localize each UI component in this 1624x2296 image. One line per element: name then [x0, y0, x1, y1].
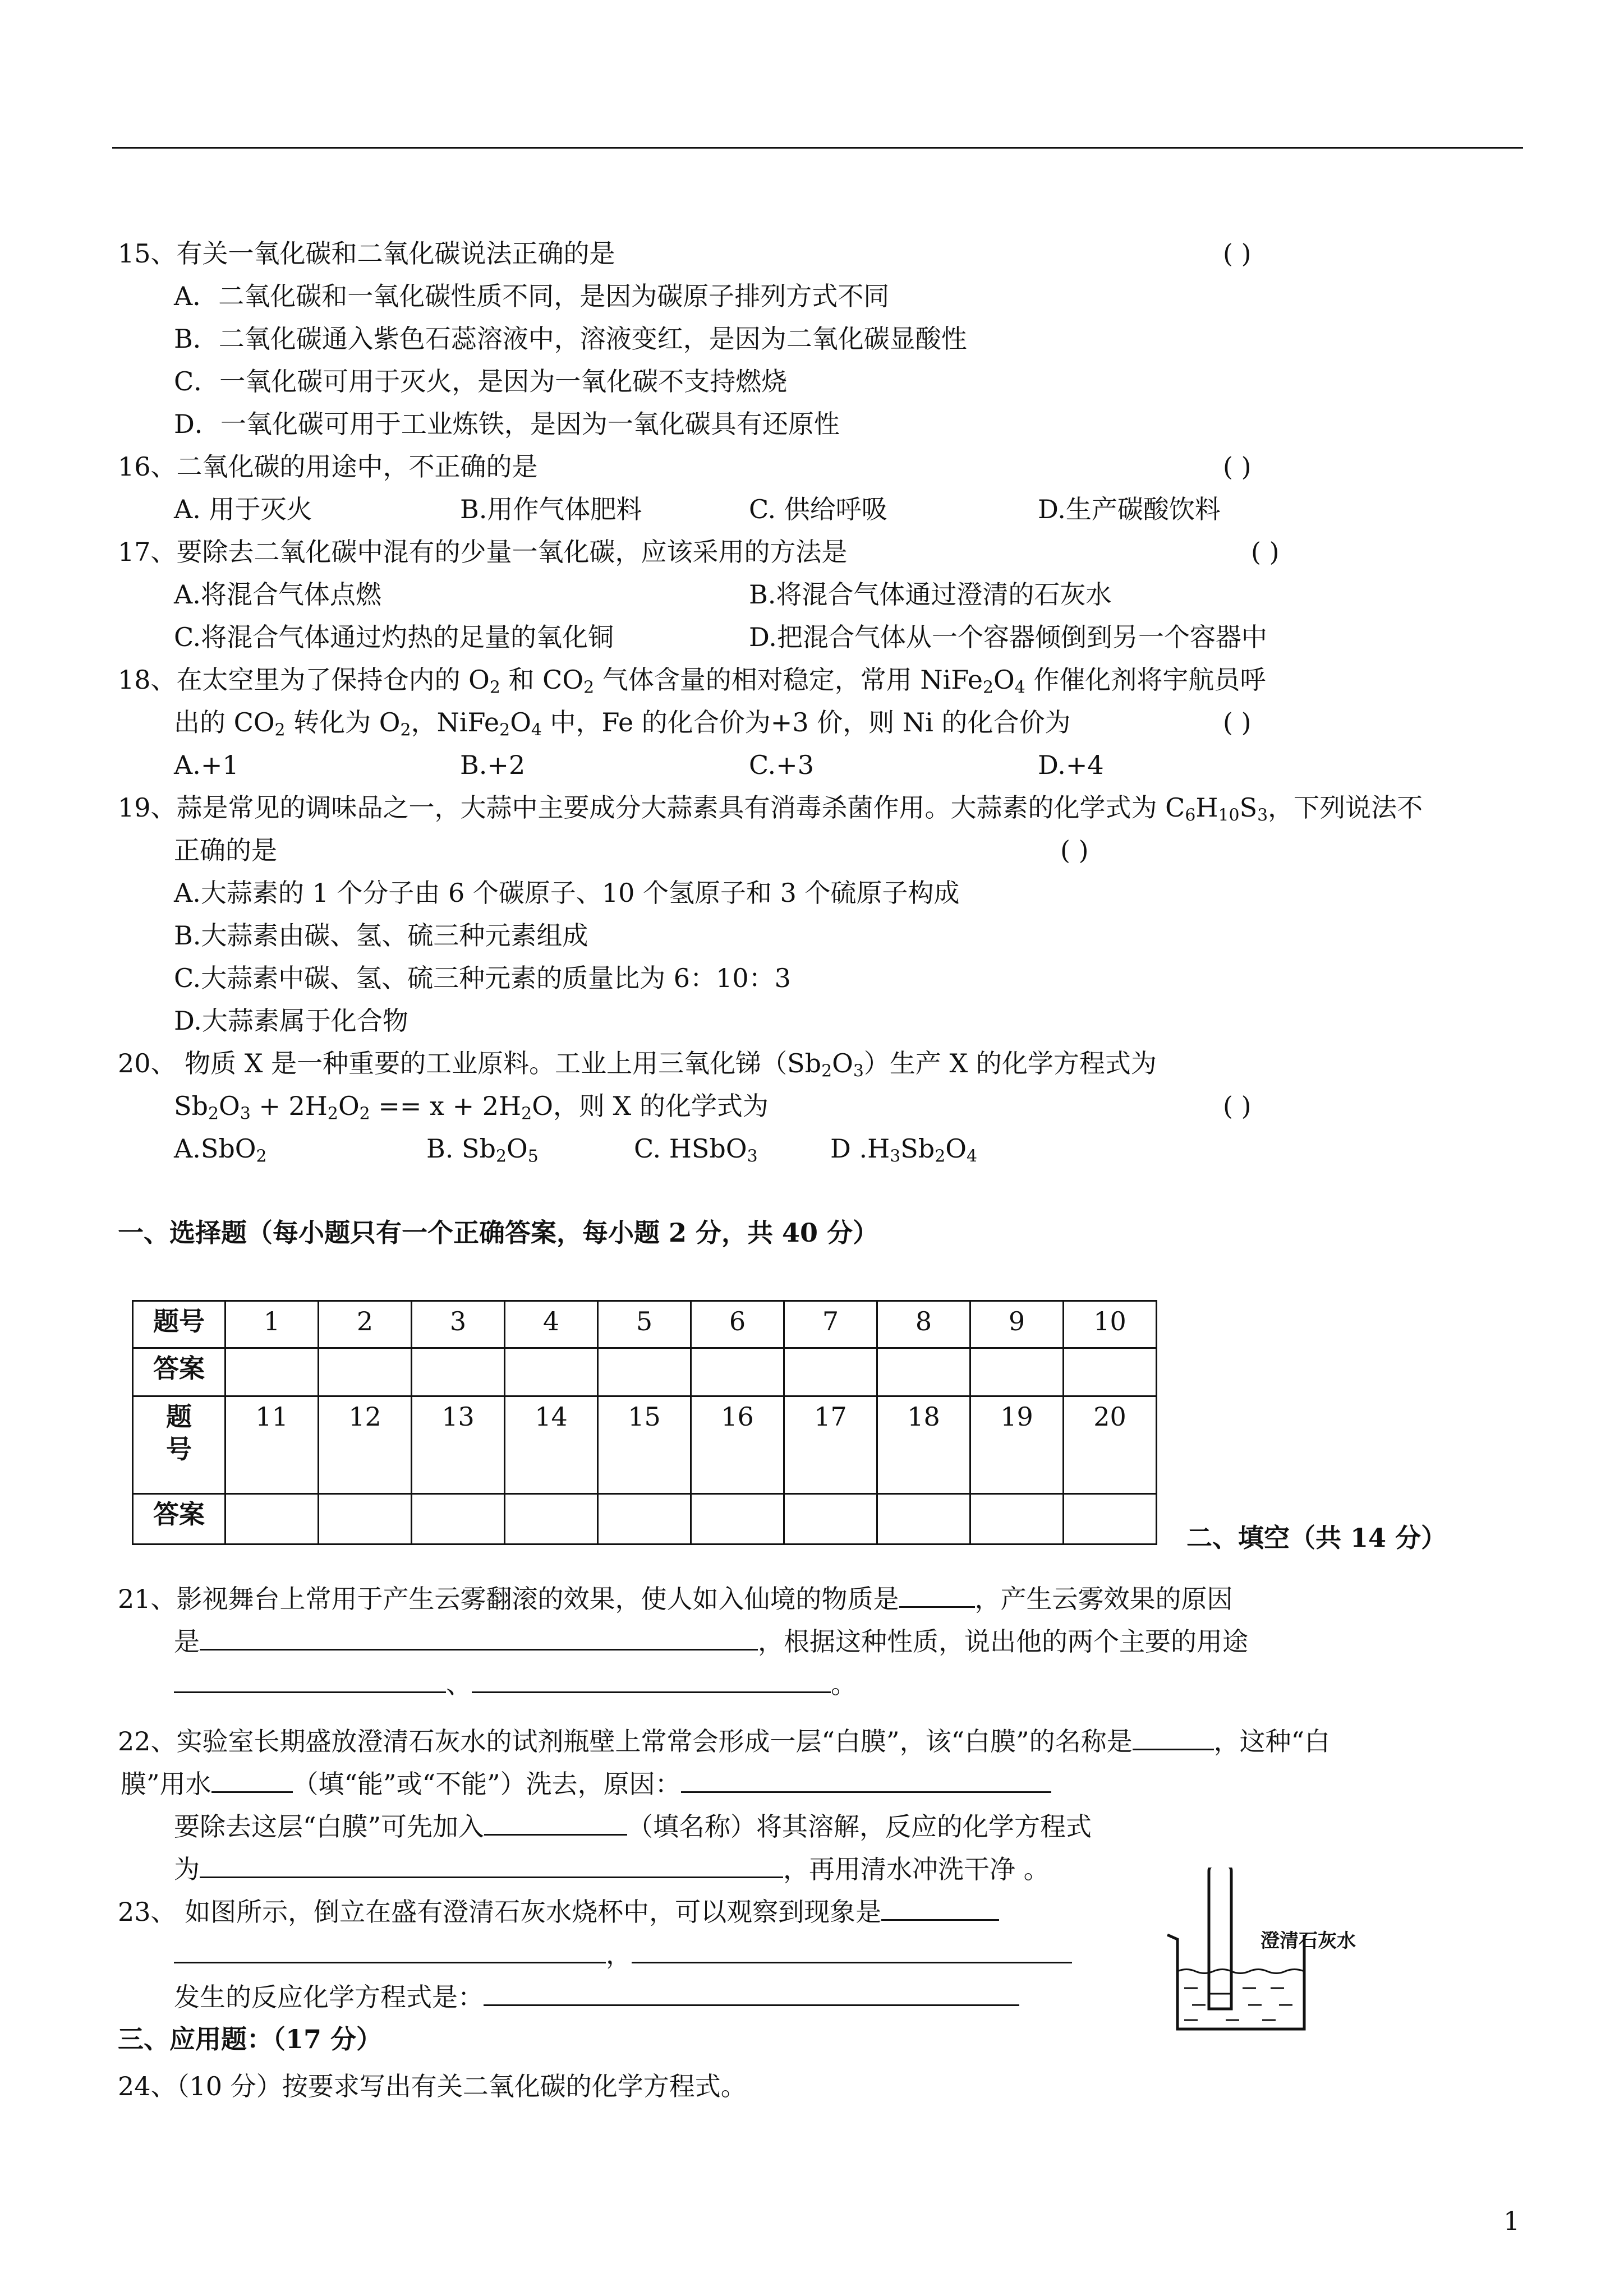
- q17-stem: 17、要除去二氧化碳中混有的少量一氧化碳，应该采用的方法是: [118, 537, 848, 567]
- q22-text: （填“能”或“不能”）洗去，原因：: [292, 1769, 681, 1799]
- q22-blank-reason[interactable]: [681, 1767, 1051, 1793]
- answer-cell[interactable]: [970, 1494, 1064, 1545]
- table-cell: 10: [1064, 1301, 1157, 1348]
- q21-text: 、: [446, 1669, 472, 1699]
- q21-blank-use2[interactable]: [472, 1667, 831, 1693]
- q21-line3: [174, 1667, 857, 1701]
- q21-blank-use1[interactable]: [174, 1667, 446, 1693]
- table-cell: 6: [691, 1301, 784, 1348]
- table-cell: 9: [970, 1301, 1064, 1348]
- q20-stem-line1: 20、 物质 X 是一种重要的工业原料。工业上用三氧化锑$(Sb_2O_3)$生产 X 的化学方程式为: [118, 1048, 1157, 1081]
- q19-option-c: C.大蒜素中碳、氢、硫三种元素的质量比为 6：10：3: [174, 963, 791, 993]
- q15-stem: 15、有关一氧化碳和二氧化碳说法正确的是: [118, 238, 615, 269]
- q16-option-a: A. 用于灭火: [174, 494, 312, 524]
- q18-stem-line2: 出的 $CO_2$ 转化为 $O_2$，$NiFe_2O_4$ 中，Fe 的化合价为+3 价，则 Ni 的化合价为: [174, 707, 1071, 740]
- answer-cell[interactable]: [226, 1494, 319, 1545]
- q16-option-d: D.生产碳酸饮料: [1038, 494, 1221, 524]
- q15-option-d: D．一氧化碳可用于工业炼铁，是因为一氧化碳具有还原性: [174, 409, 840, 439]
- table-cell: 15: [598, 1396, 691, 1494]
- q23-blank-phenomenon3[interactable]: [632, 1937, 1072, 1963]
- q22-blank-reagent[interactable]: [484, 1809, 627, 1836]
- table-cell: 1: [226, 1301, 319, 1348]
- q22-blank-can[interactable]: [211, 1767, 293, 1793]
- table-cell: 16: [691, 1396, 784, 1494]
- table-row: [133, 1396, 1157, 1494]
- q20-option-c: C. HSbO$_3$: [634, 1133, 758, 1167]
- q17-option-d: D.把混合气体从一个容器倾倒到另一个容器中: [749, 622, 1267, 652]
- header-rule: [112, 147, 1523, 149]
- answer-cell[interactable]: [505, 1348, 598, 1396]
- q22-blank-equation[interactable]: [200, 1852, 783, 1878]
- q22-text: 要除去这层“白膜”可先加入: [174, 1811, 485, 1842]
- q23-text: 23、 如图所示，倒立在盛有澄清石灰水烧杯中，可以观察到现象是: [118, 1897, 882, 1927]
- q17-bracket: ( ): [1251, 537, 1280, 567]
- q21-blank-substance[interactable]: [899, 1582, 975, 1608]
- answer-cell[interactable]: [691, 1494, 784, 1545]
- q15-option-c: C．一氧化碳可用于灭火，是因为一氧化碳不支持燃烧: [174, 366, 788, 397]
- answer-cell[interactable]: [1064, 1348, 1157, 1396]
- q22-line2: [121, 1767, 1051, 1801]
- table-row: [133, 1494, 1157, 1545]
- table-cell: 18: [877, 1396, 970, 1494]
- answer-cell[interactable]: [412, 1494, 505, 1545]
- liquid-dashes: [1184, 1988, 1292, 2020]
- figure-label: 澄清石灰水: [1260, 1930, 1356, 1952]
- table-cell: 11: [226, 1396, 319, 1494]
- q19-bracket: ( ): [1060, 835, 1089, 865]
- q21-text: 21、影视舞台上常用于产生云雾翻滚的效果，使人如入仙境的物质是: [118, 1584, 899, 1614]
- table-cell: 7: [784, 1301, 877, 1348]
- q19-option-d: D.大蒜素属于化合物: [174, 1006, 408, 1036]
- q24-stem: 24、（10 分）按要求写出有关二氧化碳的化学方程式。: [118, 2071, 747, 2101]
- q22-text: 为: [174, 1854, 200, 1884]
- q21-line2: [174, 1624, 1248, 1658]
- answer-cell[interactable]: [319, 1494, 412, 1545]
- q20-stem-line2: $Sb_2O_3 + 2H_2O_2 == x + 2H_2O$，则 X 的化学式为: [174, 1091, 769, 1124]
- q22-blank-name[interactable]: [1133, 1724, 1214, 1750]
- answer-cell[interactable]: [505, 1494, 598, 1545]
- table-row: [133, 1348, 1157, 1396]
- q23-text: 发生的反应化学方程式是：: [174, 1982, 484, 2012]
- answer-cell[interactable]: [691, 1348, 784, 1396]
- q23-line1: [118, 1894, 999, 1929]
- q23-line3: [174, 1980, 1019, 2014]
- table-cell: 17: [784, 1396, 877, 1494]
- section3-title: 三、应用题：（17 分）: [118, 2024, 383, 2054]
- table-cell: 12: [319, 1396, 412, 1494]
- answer-cell[interactable]: [784, 1348, 877, 1396]
- table-cell: 8: [877, 1301, 970, 1348]
- table-cell: 4: [505, 1301, 598, 1348]
- page-number: 1: [1503, 2206, 1520, 2236]
- table-cell: 20: [1064, 1396, 1157, 1494]
- q22-text: 22、实验室长期盛放澄清石灰水的试剂瓶壁上常常会形成一层“白膜”，该“白膜”的名称是: [118, 1726, 1133, 1756]
- table-cell: 5: [598, 1301, 691, 1348]
- q16-option-b: B.用作气体肥料: [460, 494, 642, 524]
- answer-cell[interactable]: [970, 1348, 1064, 1396]
- answer-cell[interactable]: [598, 1494, 691, 1545]
- label-char: 号: [166, 1434, 192, 1464]
- q22-text: 膜”用水: [121, 1769, 211, 1799]
- answer-table: [132, 1300, 1157, 1545]
- q23-blank-phenomenon2[interactable]: [174, 1937, 606, 1963]
- table-label-answer: 答案: [133, 1348, 226, 1396]
- beaker-figure: [1164, 1868, 1372, 2036]
- q20-option-b: B. $Sb_2O_5$: [426, 1133, 539, 1167]
- q16-bracket: ( ): [1223, 451, 1252, 482]
- answer-cell[interactable]: [877, 1348, 970, 1396]
- q22-line1: [118, 1724, 1330, 1758]
- table-row: [133, 1301, 1157, 1348]
- q16-option-c: C. 供给呼吸: [749, 494, 887, 524]
- q19-option-a: A.大蒜素的 1 个分子由 6 个碳原子、10 个氢原子和 3 个硫原子构成: [174, 878, 960, 908]
- q15-option-a: A．二氧化碳和一氧化碳性质不同，是因为碳原子排列方式不同: [174, 281, 890, 311]
- q15-option-b: B．二氧化碳通入紫色石蕊溶液中，溶液变红，是因为二氧化碳显酸性: [174, 324, 967, 354]
- q21-blank-reason[interactable]: [200, 1624, 758, 1650]
- q17-option-a: A.将混合气体点燃: [174, 579, 381, 610]
- q18-option-b: B.+2: [460, 750, 526, 780]
- q18-stem-line1: 18、在太空里为了保持仓内的 $O_2$ 和 $CO_2$ 气体含量的相对稳定，常用 $NiFe_2O_4$ 作催化剂将宇航员呼: [118, 665, 1266, 698]
- q18-option-d: D.+4: [1038, 750, 1104, 780]
- q21-text: ，产生云雾效果的原因: [974, 1584, 1233, 1614]
- answer-cell[interactable]: [877, 1494, 970, 1545]
- table-cell: 13: [412, 1396, 505, 1494]
- q19-option-b: B.大蒜素由碳、氢、硫三种元素组成: [174, 920, 588, 951]
- table-cell: 14: [505, 1396, 598, 1494]
- answer-cell[interactable]: [226, 1348, 319, 1396]
- q23-text: ，: [606, 1939, 632, 1970]
- q23-line2: [174, 1937, 1072, 1971]
- q22-text: ，这种“白: [1213, 1726, 1331, 1756]
- q22-line4: [174, 1852, 1050, 1886]
- section2-title: 二、填空（共 14 分）: [1186, 1523, 1447, 1553]
- q15-bracket: ( ): [1223, 238, 1252, 269]
- q22-text: ，再用清水冲洗干净 。: [783, 1854, 1050, 1884]
- answer-cell[interactable]: [1064, 1494, 1157, 1545]
- q18-option-a: A.+1: [174, 750, 239, 780]
- table-cell: 3: [412, 1301, 505, 1348]
- q21-text: 。: [831, 1669, 857, 1699]
- answer-cell[interactable]: [598, 1348, 691, 1396]
- q21-text: 是: [174, 1626, 200, 1657]
- answer-cell[interactable]: [784, 1494, 877, 1545]
- table-label-number-2: [133, 1396, 226, 1494]
- q22-text: （填名称）将其溶解，反应的化学方程式: [627, 1811, 1092, 1842]
- q21-line1: [118, 1582, 1233, 1616]
- q23-blank-phenomenon1[interactable]: [881, 1894, 999, 1921]
- q21-text: ，根据这种性质，说出他的两个主要的用途: [758, 1626, 1248, 1657]
- answer-cell[interactable]: [319, 1348, 412, 1396]
- answer-cell[interactable]: [412, 1348, 505, 1396]
- q19-stem-line2: 正确的是: [174, 835, 277, 865]
- table-label-answer-2: 答案: [133, 1494, 226, 1545]
- label-char: 题: [166, 1401, 192, 1432]
- q18-bracket: ( ): [1223, 707, 1252, 737]
- q16-stem: 16、二氧化碳的用途中，不正确的是: [118, 451, 538, 482]
- q20-option-a: A.SbO$_2$: [174, 1133, 267, 1167]
- section1-title: 一、选择题（每小题只有一个正确答案，每小题 2 分，共 40 分）: [118, 1218, 879, 1248]
- q20-bracket: ( ): [1223, 1091, 1252, 1121]
- q17-option-c: C.将混合气体通过灼热的足量的氧化铜: [174, 622, 614, 652]
- q22-line3: [174, 1809, 1092, 1843]
- q18-option-c: C.+3: [749, 750, 814, 780]
- table-label-number: 题号: [133, 1301, 226, 1348]
- table-cell: 19: [970, 1396, 1064, 1494]
- q23-blank-equation[interactable]: [484, 1980, 1019, 2006]
- table-cell: 2: [319, 1301, 412, 1348]
- q17-option-b: B.将混合气体通过澄清的石灰水: [749, 579, 1112, 610]
- q19-stem-line1: 19、蒜是常见的调味品之一，大蒜中主要成分大蒜素具有消毒杀菌作用。大蒜素的化学式为 $C_6H_{10}S_3$，下列说法不: [118, 792, 1423, 826]
- q20-option-d: D $.H_3Sb_2O_4$: [830, 1133, 978, 1167]
